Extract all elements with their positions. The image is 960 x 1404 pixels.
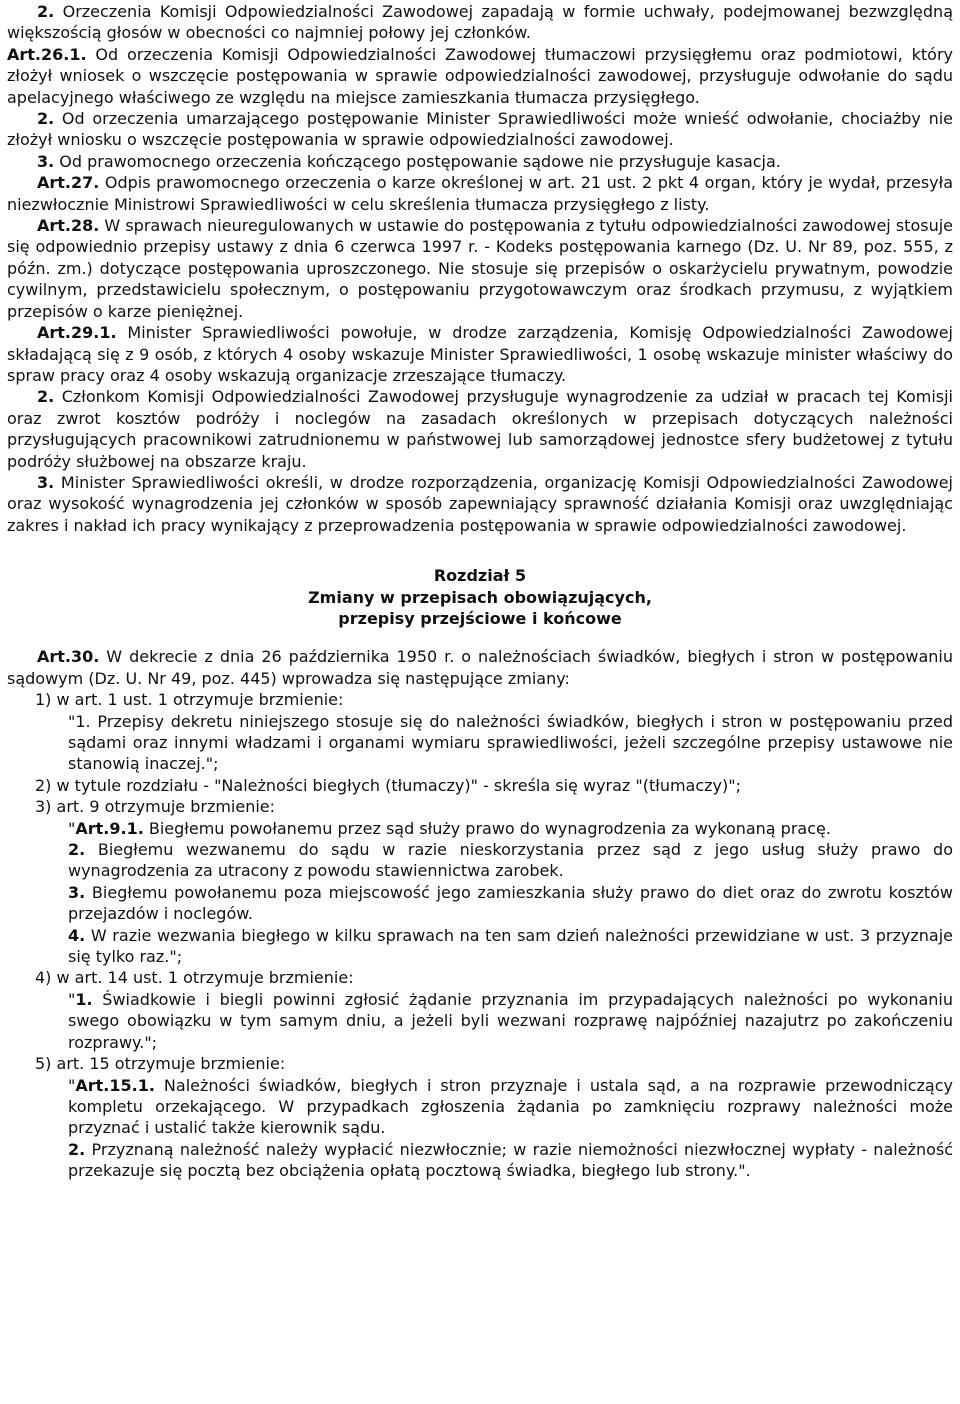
art29-par1 bbox=[7, 322, 953, 386]
par-text: Świadkowie i biegli powinni zgłosić żądanie przyznania im przypadających należności po wykonaniu swego obowiązku w tym samym dniu, a jeżeli byli wezwani rozprawę najpóźniej nazajutrz po zakończeniu rozprawy."; bbox=[68, 989, 953, 1052]
list-item-3: 3) art. 9 otrzymuje brzmienie: bbox=[35, 797, 276, 817]
par-text: Odpis prawomocnego orzeczenia o karze określonej w art. 21 ust. 2 pkt 4 organ, który je wydał, przesyła niezwłocznie Ministrowi Sprawiedliwości w celu skreślenia tłumacza przysięgłego z listy. bbox=[7, 173, 953, 214]
list-item-2: 2) w tytule rozdziału - "Należności biegłych (tłumaczy)" - skreśla się wyraz "(tłumaczy)"; bbox=[35, 775, 742, 795]
list-item-5-quote-par2 bbox=[7, 1139, 953, 1182]
quote-mark: " bbox=[68, 1075, 76, 1095]
par-number: 4. bbox=[68, 925, 86, 945]
par-text: Od prawomocnego orzeczenia kończącego postępowanie sądowe nie przysługuje kasacja. bbox=[54, 151, 781, 171]
par-text: Biegłemu powołanemu przez sąd służy prawo do wynagrodzenia za wykonaną pracę. bbox=[143, 818, 831, 838]
article-label: Art.15. bbox=[75, 1075, 138, 1095]
article-label: Art.28. bbox=[37, 216, 100, 236]
article-label: Art.27. bbox=[37, 173, 100, 193]
par-number: 3. bbox=[37, 472, 55, 492]
list-item-3-quote-par2 bbox=[7, 839, 953, 882]
par-number: 2. bbox=[37, 2, 55, 21]
par-number: 2. bbox=[37, 109, 55, 129]
list-item-5-quote-par1 bbox=[7, 1075, 953, 1139]
par-text: Od orzeczenia Komisji Odpowiedzialności Zawodowej tłumaczowi przysięgłemu oraz podmiotowi, który złożył wniosek o wszczęcie postępowania w sprawie odpowiedzialności zawodowej, przysługuje odwołanie do sądu apelacyjnego właściwego ze względu na miejsce zamieszkania tłumacza przysięgłego. bbox=[7, 44, 953, 107]
art25-par2 bbox=[7, 1, 953, 44]
art26-par1 bbox=[7, 44, 953, 108]
par-text: Minister Sprawiedliwości określi, w drodze rozporządzenia, organizację Komisji Odpowiedzialności Zawodowej oraz wysokość wynagrodzenia jej członków w sposób zapewniający sprawność działania Komisji oraz uwzględniając zakres i nakład ich pracy wynikający z przeprowadzenia postępowania w sprawie odpowiedzialności zawodowej. bbox=[7, 472, 953, 535]
chapter-subtitle-line1: Zmiany w przepisach obowiązujących, bbox=[308, 587, 652, 607]
par-number: 1. bbox=[137, 1075, 155, 1095]
art30 bbox=[7, 646, 953, 689]
par-text: Od orzeczenia umarzającego postępowanie Minister Sprawiedliwości może wnieść odwołanie, chociażby nie złożył wniosku o wszczęcie postępowania w sprawie odpowiedzialności zawodowej. bbox=[7, 109, 953, 150]
par-text: Członkom Komisji Odpowiedzialności Zawodowej przysługuje wynagrodzenie za udział w pracach tej Komisji oraz zwrot kosztów podróży i noclegów na zasadach określonych w przepisach dotyczących należności przysługujących pracownikowi zatrudnionemu w państwowej lub samorządowej jednostce sfery budżetowej z tytułu podróży służbowej na obszarze kraju. bbox=[7, 387, 953, 471]
par-number: 1. bbox=[126, 818, 144, 838]
list-item-1-quote: "1. Przepisy dekretu niniejszego stosuje się do należności świadków, biegłych i stron w postępowaniu przed sądami oraz innymi władzami i organami wymiaru sprawiedliwości, jeżeli szczególne przepisy ustawowe nie stanowią inaczej."; bbox=[68, 711, 953, 774]
par-number: 3. bbox=[37, 151, 55, 171]
article-label: Art.29. bbox=[37, 323, 100, 343]
list-item-3-quote-par4 bbox=[7, 925, 953, 968]
par-text: Należności świadków, biegłych i stron przyznaje i ustala sąd, a na rozprawie przewodniczący kompletu orzekającego. W przypadkach zgłoszenia żądania po zamknięciu rozprawy należności może przyznać i ustalić także kierownik sądu. bbox=[68, 1075, 953, 1138]
list-item-4-quote bbox=[7, 989, 953, 1053]
art28 bbox=[7, 215, 953, 322]
art29-par3 bbox=[7, 472, 953, 536]
par-text: W razie wezwania biegłego w kilku sprawach na ten sam dzień należności przewidziane w ust. 3 przyznaje się tylko raz."; bbox=[68, 925, 953, 967]
chapter-subtitle-line2: przepisy przejściowe i końcowe bbox=[338, 608, 622, 628]
par-text: Orzeczenia Komisji Odpowiedzialności Zawodowej zapadają w formie uchwały, podejmowanej bezwzględną większością głosów w obecności co najmniej połowy jej członków. bbox=[7, 2, 953, 43]
par-text: W dekrecie z dnia 26 października 1950 r. o należnościach świadków, biegłych i stron w postępowaniu sądowym (Dz. U. Nr 49, poz. 445) wprowadza się następujące zmiany: bbox=[7, 647, 953, 688]
quote-mark: " bbox=[68, 989, 76, 1009]
quote-mark: " bbox=[68, 818, 76, 838]
par-number: 2. bbox=[37, 387, 55, 407]
par-number: 1. bbox=[69, 44, 87, 64]
par-number: 2. bbox=[68, 840, 86, 860]
list-item-3-quote-par1 bbox=[7, 818, 953, 839]
article-label: Art.9. bbox=[75, 818, 127, 838]
article-label: Art.30. bbox=[37, 647, 100, 667]
par-text: Przyznaną należność należy wypłacić niezwłocznie; w razie niemożności niezwłocznej wypłaty - należność przekazuje się pocztą bez obciążenia opłatą pocztową świadka, biegłego lub strony.". bbox=[68, 1139, 953, 1181]
par-number: 2. bbox=[68, 1139, 86, 1159]
par-text: Biegłemu wezwanemu do sądu w razie nieskorzystania przez sąd z jego usług służy prawo do wynagrodzenia za utracony z powodu stawiennictwa zarobek. bbox=[68, 840, 953, 881]
par-text: Biegłemu powołanemu poza miejscowość jego zamieszkania służy prawo do diet oraz do zwrotu kosztów przejazdów i noclegów. bbox=[68, 882, 953, 924]
art26-par3 bbox=[7, 151, 953, 172]
spacer bbox=[7, 629, 953, 646]
art26-par2 bbox=[7, 108, 953, 151]
list-item-4: 4) w art. 14 ust. 1 otrzymuje brzmienie: bbox=[35, 968, 354, 988]
list-item-1: 1) w art. 1 ust. 1 otrzymuje brzmienie: bbox=[35, 690, 344, 710]
art27 bbox=[7, 172, 953, 215]
art29-par2 bbox=[7, 386, 953, 472]
article-label: Art.26. bbox=[7, 44, 70, 64]
par-number: 3. bbox=[68, 882, 86, 902]
chapter-title: Rozdział 5 bbox=[433, 566, 527, 586]
par-number: 1. bbox=[99, 323, 117, 343]
par-text: W sprawach nieuregulowanych w ustawie do postępowania z tytułu odpowiedzialności zawodowej stosuje się odpowiednio przepisy ustawy z dnia 6 czerwca 1997 r. - Kodeks postępowania karnego (Dz. U. Nr 89, poz. 555, z późn. zm.) dotyczące postępowania uproszczonego. Nie stosuje się przepisów o oskarżycielu prywatnym, powodzie cywilnym, przedstawicielu społecznym, o postępowaniu przygotowawczym oraz środkach przymusu, z wyjątkiem przepisów o karze pieniężnej. bbox=[7, 216, 953, 321]
par-number: 1. bbox=[75, 989, 93, 1009]
list-item-5: 5) art. 15 otrzymuje brzmienie: bbox=[35, 1054, 286, 1074]
list-item-3-quote-par3 bbox=[7, 882, 953, 925]
par-text: Minister Sprawiedliwości powołuje, w drodze zarządzenia, Komisję Odpowiedzialności Zawodowej składającą się z 9 osób, z których 4 osoby wskazuje Minister Sprawiedliwości, 1 osobę wskazuje minister właściwy do spraw pracy oraz 4 osoby wskazują organizacje zrzeszające tłumaczy. bbox=[7, 323, 953, 385]
